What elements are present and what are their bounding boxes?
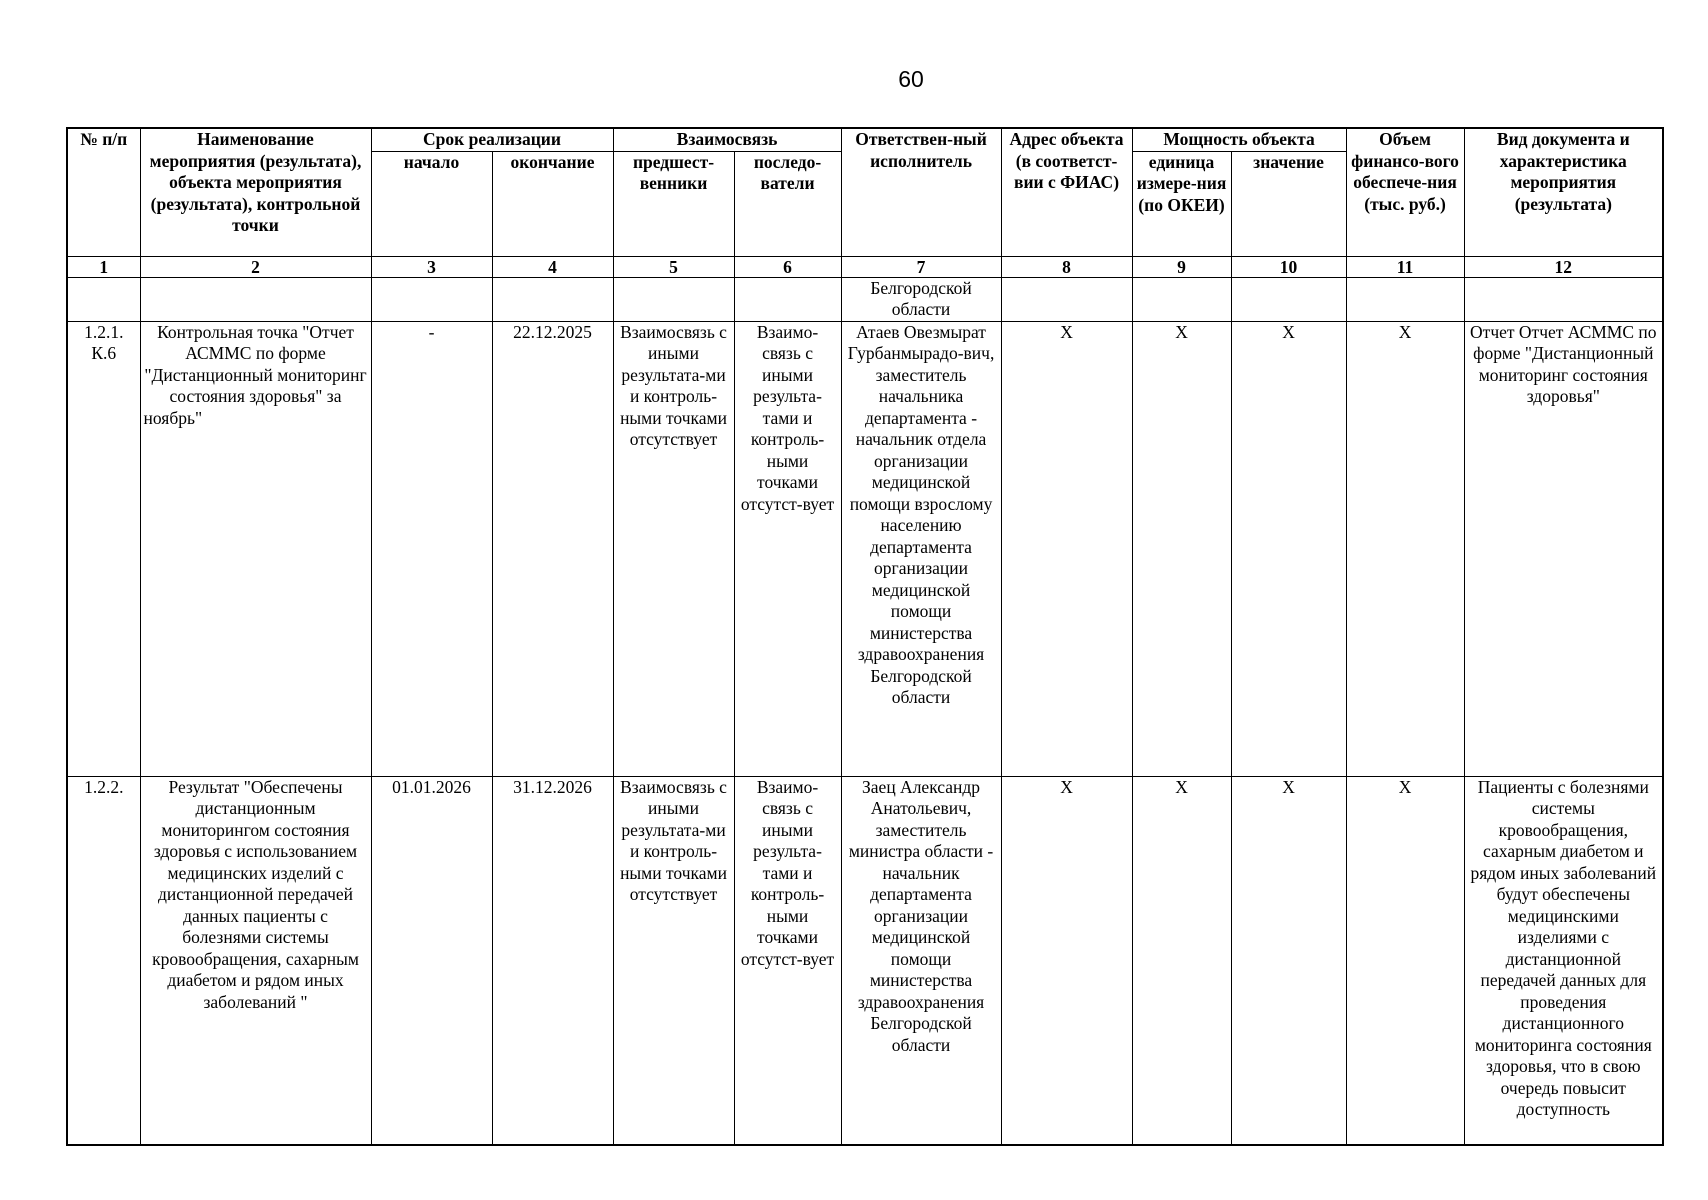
column-numbers-row: [67, 256, 1663, 277]
header-power-group: Мощность объекта: [1132, 128, 1346, 151]
cell-successors: Взаимо-связь с иными результа-тами и контроль-ными точками отсутст-вует: [734, 776, 841, 1145]
column-number: 1: [67, 256, 140, 277]
cell-document: [1464, 277, 1663, 321]
header-finance: Объем финансо-вого обеспече-ния (тыс. руб.): [1346, 128, 1464, 256]
cell-document: Отчет Отчет АСММС по форме "Дистанционный мониторинг состояния здоровья": [1464, 321, 1663, 776]
column-number: 4: [492, 256, 613, 277]
cell-responsible: Атаев Овезмырат Гурбанмырадо-вич, заместитель начальника департамента - начальник отдела организации медицинской помощи взрослому населению департамента организации медицинской помощи министерства здравоохранения Белгородской области: [841, 321, 1001, 776]
cell-finance: [1346, 277, 1464, 321]
cell-document: Пациенты с болезнями системы кровообращения, сахарным диабетом и рядом иных заболеваний будут обеспечены медицинскими изделиями с дистанционной передачей данных для проведения дистанционного мониторинга состояния здоровья, что в свою очередь повысит доступность: [1464, 776, 1663, 1145]
cell-address: [1001, 277, 1132, 321]
header-document: Вид документа и характеристика мероприятия (результата): [1464, 128, 1663, 256]
column-number: 10: [1231, 256, 1346, 277]
cell-number: 1.2.2.: [67, 776, 140, 1145]
cell-end: 31.12.2026: [492, 776, 613, 1145]
header-term-group: Срок реализации: [371, 128, 613, 151]
cell-responsible: Белгородской области: [841, 277, 1001, 321]
cell-unit: [1132, 277, 1231, 321]
column-number: 3: [371, 256, 492, 277]
cell-finance: X: [1346, 776, 1464, 1145]
header-end: окончание: [492, 151, 613, 256]
column-number: 7: [841, 256, 1001, 277]
column-number: 9: [1132, 256, 1231, 277]
cell-responsible: Заец Александр Анатольевич, заместитель министра области - начальник департамента организации медицинской помощи министерства здравоохранения Белгородской области: [841, 776, 1001, 1145]
column-number: 11: [1346, 256, 1464, 277]
cell-unit: X: [1132, 776, 1231, 1145]
cell-successors: Взаимо-связь с иными результа-тами и контроль-ными точками отсутст-вует: [734, 321, 841, 776]
cell-value: X: [1231, 321, 1346, 776]
cell-successors: [734, 277, 841, 321]
column-number: 12: [1464, 256, 1663, 277]
table-row: [67, 776, 1663, 1145]
table-row: [67, 321, 1663, 776]
cell-start: [371, 277, 492, 321]
header-responsible: Ответствен-ный исполнитель: [841, 128, 1001, 256]
cell-end: [492, 277, 613, 321]
header-value: значение: [1231, 151, 1346, 256]
cell-name: Контрольная точка "Отчет АСММС по форме "Дистанционный мониторинг состояния здоровья" за ноябрь": [140, 321, 371, 776]
column-number: 6: [734, 256, 841, 277]
cell-predecessors: Взаимосвязь с иными результата-ми и контроль-ными точками отсутствует: [613, 776, 734, 1145]
header-unit: единица измере-ния (по ОКЕИ): [1132, 151, 1231, 256]
table-row: [67, 277, 1663, 321]
cell-address: X: [1001, 321, 1132, 776]
cell-value: [1231, 277, 1346, 321]
cell-number: 1.2.1. К.6: [67, 321, 140, 776]
column-number: 2: [140, 256, 371, 277]
page-number: 60: [898, 66, 924, 92]
cell-value: X: [1231, 776, 1346, 1145]
cell-finance: X: [1346, 321, 1464, 776]
cell-unit: X: [1132, 321, 1231, 776]
cell-predecessors: Взаимосвязь с иными результата-ми и контроль-ными точками отсутствует: [613, 321, 734, 776]
plan-table: [66, 127, 1664, 1146]
header-number: № п/п: [67, 128, 140, 256]
header-successors: последо-ватели: [734, 151, 841, 256]
column-number: 8: [1001, 256, 1132, 277]
cell-number: [67, 277, 140, 321]
table-header: [67, 128, 1663, 277]
cell-end: 22.12.2025: [492, 321, 613, 776]
cell-start: 01.01.2026: [371, 776, 492, 1145]
header-link-group: Взаимосвязь: [613, 128, 841, 151]
cell-predecessors: [613, 277, 734, 321]
header-start: начало: [371, 151, 492, 256]
cell-address: X: [1001, 776, 1132, 1145]
table-body: [67, 277, 1663, 1145]
header-predecessors: предшест-венники: [613, 151, 734, 256]
cell-name: [140, 277, 371, 321]
cell-start: -: [371, 321, 492, 776]
header-name: Наименование мероприятия (результата), объекта мероприятия (результата), контрольной точки: [140, 128, 371, 256]
cell-name: Результат "Обеспечены дистанционным мониторингом состояния здоровья с использованием медицинских изделий с дистанционной передачей данных пациенты с болезнями системы кровообращения, сахарным диабетом и рядом иных заболеваний ": [140, 776, 371, 1145]
header-address: Адрес объекта (в соответст-вии с ФИАС): [1001, 128, 1132, 256]
column-number: 5: [613, 256, 734, 277]
